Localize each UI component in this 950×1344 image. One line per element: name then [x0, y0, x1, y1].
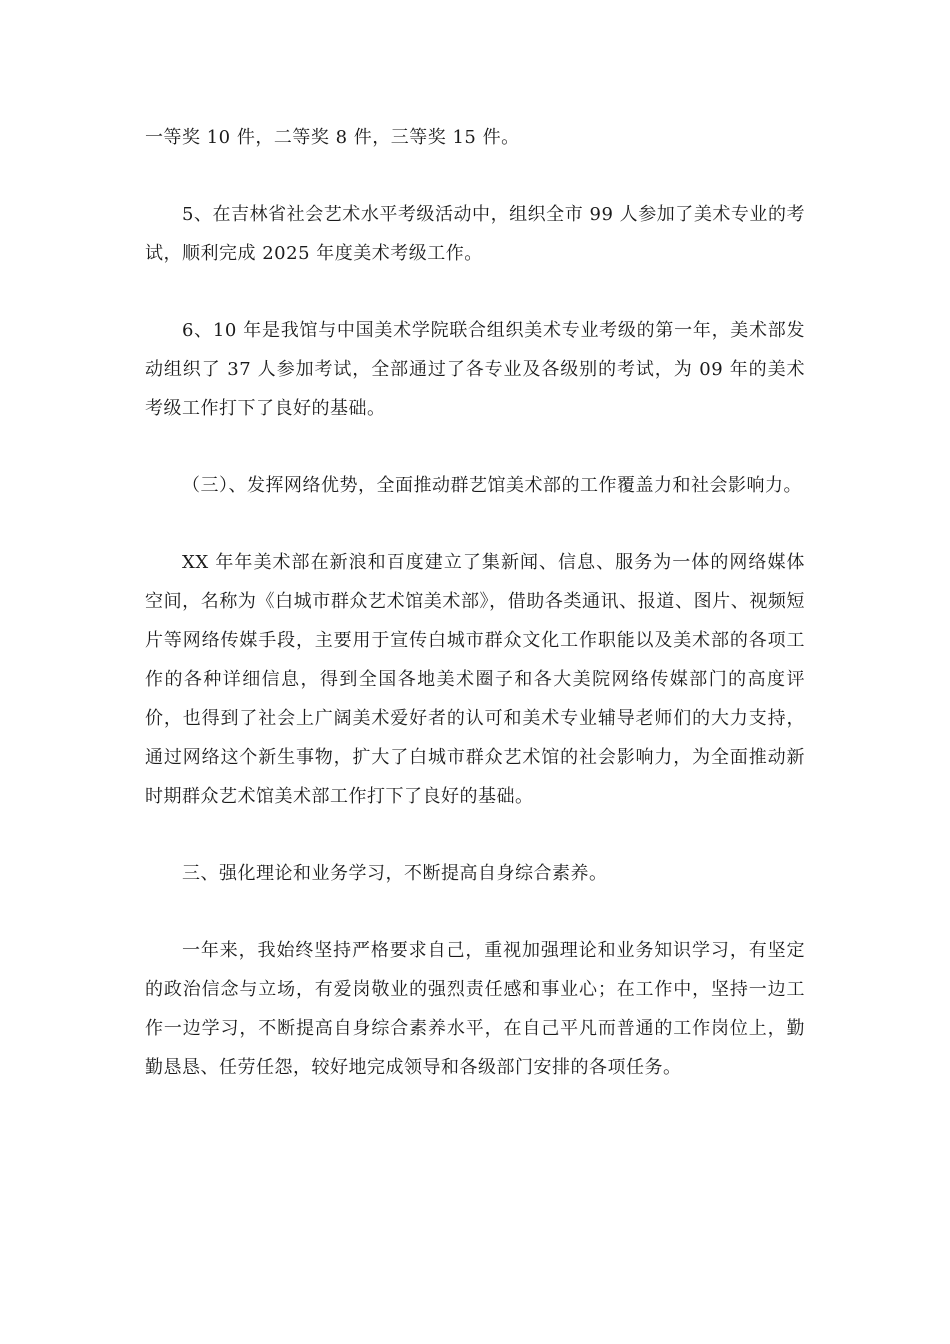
document-body	[145, 118, 805, 1125]
paragraph-item-5: 5、在吉林省社会艺术水平考级活动中，组织全市 99 人参加了美术专业的考试，顺利完成 2025 年度美术考级工作。	[145, 204, 805, 264]
paragraph-item-6: 6、10 年是我馆与中国美术学院联合组织美术专业考级的第一年，美术部发动组织了 37 人参加考试，全部通过了各专业及各级别的考试，为 09 年的美术考级工作打下了良好的基础。	[145, 320, 805, 419]
section-heading-study: 三、强化理论和业务学习，不断提高自身综合素养。	[182, 863, 608, 884]
paragraph-awards-summary: 一等奖 10 件，二等奖 8 件，三等奖 15 件。	[145, 127, 520, 148]
section-heading-three: （三）、发挥网络优势，全面推动群艺馆美术部的工作覆盖力和社会影响力。	[182, 475, 802, 496]
paragraph-self-improvement: 一年来，我始终坚持严格要求自己，重视加强理论和业务知识学习，有坚定的政治信念与立场，有爱岗敬业的强烈责任感和事业心；在工作中，坚持一边工作一边学习，不断提高自身综合素养水平，在自己平凡而普通的工作岗位上，勤勤恳恳、任劳任怨，较好地完成领导和各级部门安排的各项任务。	[145, 940, 805, 1078]
paragraph-network-media: XX 年年美术部在新浪和百度建立了集新闻、信息、服务为一体的网络媒体空间，名称为《白城市群众艺术馆美术部》，借助各类通讯、报道、图片、视频短片等网络传媒手段，主要用于宣传白城市群众文化工作职能以及美术部的各项工作的各种详细信息，得到全国各地美术圈子和各大美院网络传媒部门的高度评价，也得到了社会上广阔美术爱好者的认可和美术专业辅导老师们的大力支持，通过网络这个新生事物，扩大了白城市群众艺术馆的社会影响力，为全面推动新时期群众艺术馆美术部工作打下了良好的基础。	[145, 552, 805, 807]
